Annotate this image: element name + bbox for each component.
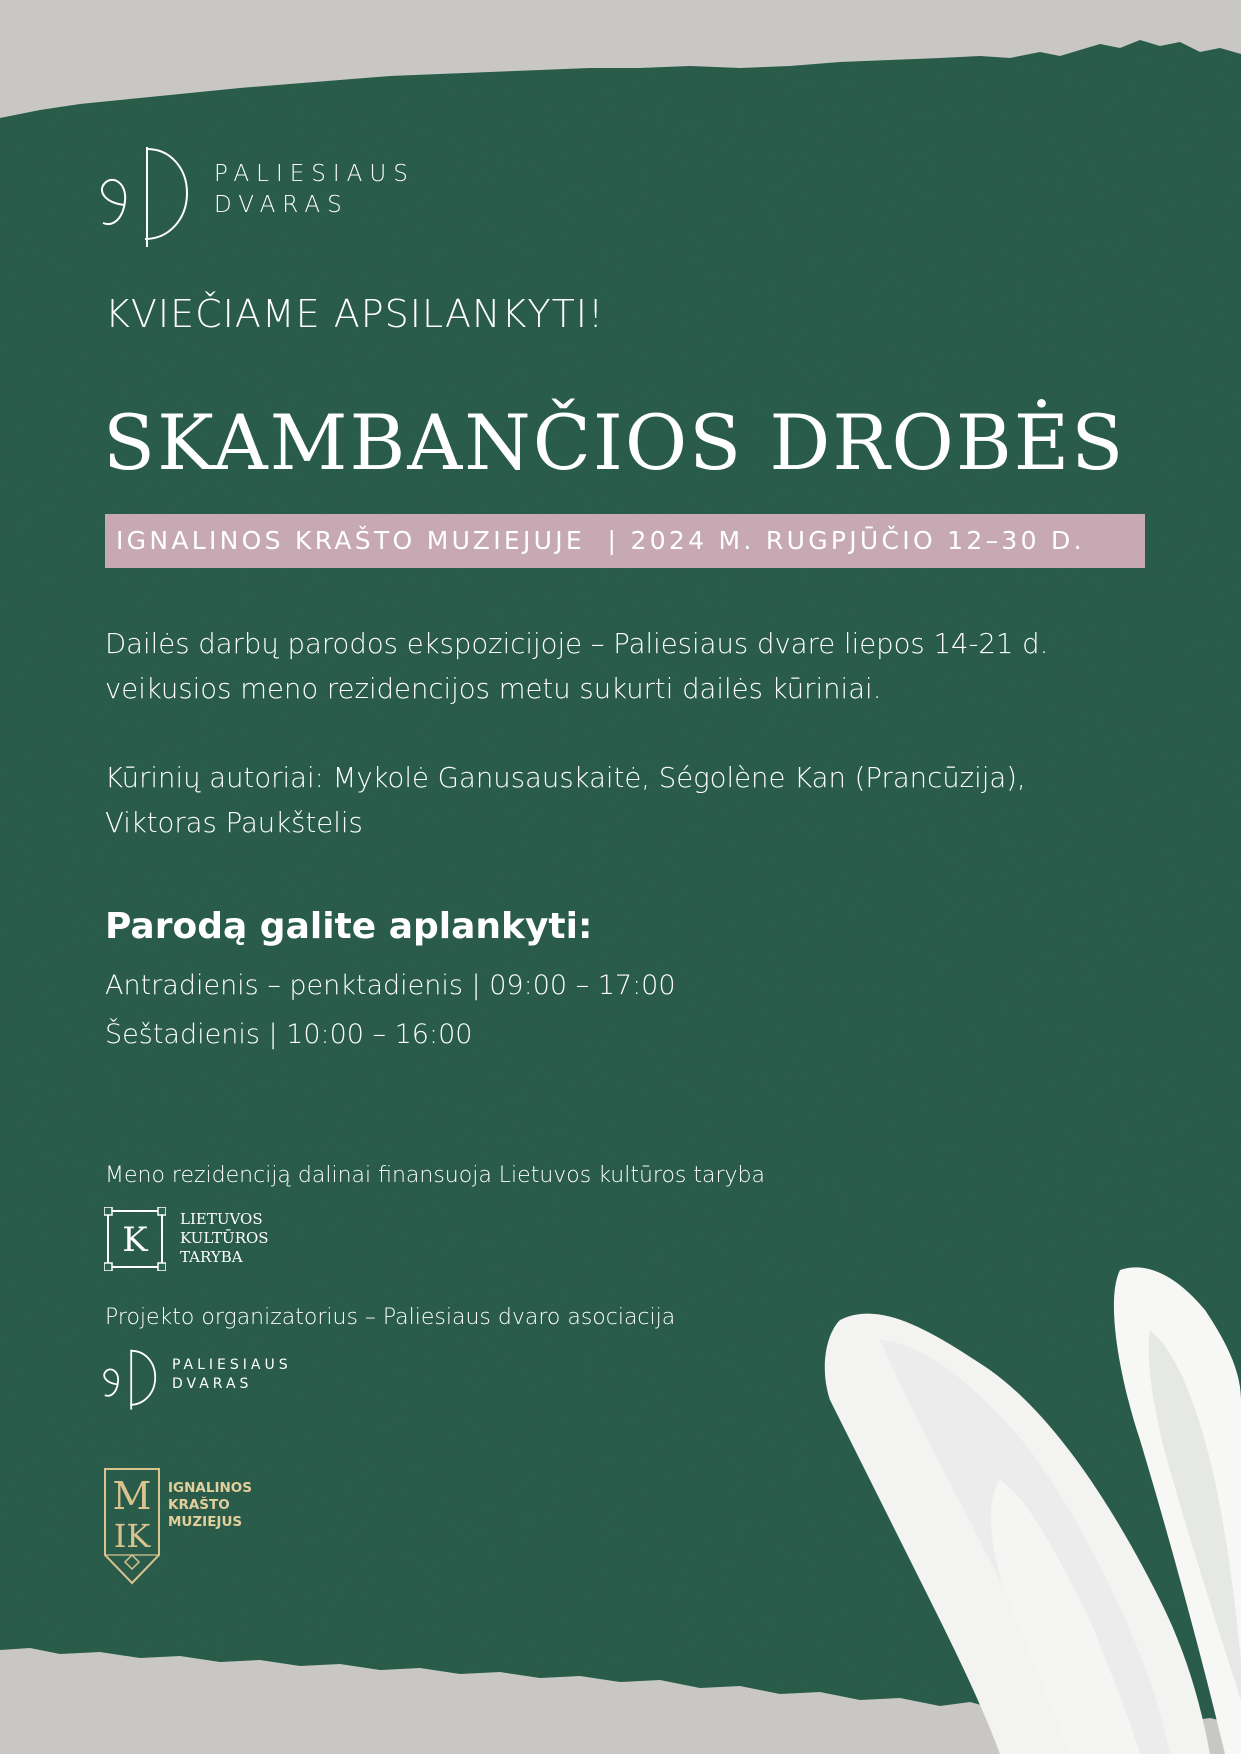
footer-logo-text bbox=[172, 1356, 292, 1394]
description-line1: Dailės darbų parodos ekspozicijoje – Paliesiaus dvare liepos 14-21 d. bbox=[105, 628, 1049, 660]
museum-logo-text bbox=[168, 1480, 252, 1531]
footer-logo-line1: PALIESIAUS bbox=[172, 1357, 292, 1373]
header-logo-line2: DVARAS bbox=[214, 192, 349, 218]
exhibition-title: SKAMBANČIOS DROBĖS bbox=[103, 398, 1126, 487]
museum-logo-line3: MUZIEJUS bbox=[168, 1514, 243, 1530]
venue-date-text: IGNALINOS KRAŠTO MUZIEJUJE | 2024 M. RUGPJŪČIO 12–30 D. bbox=[116, 526, 1085, 555]
invite-heading: KVIEČIAME APSILANKYTI! bbox=[105, 292, 605, 336]
lkt-logo-line1: LIETUVOS bbox=[180, 1210, 263, 1228]
lkt-logo-letter: K bbox=[122, 1220, 148, 1260]
footer-logo-line2: DVARAS bbox=[172, 1376, 253, 1392]
authors-line1: Kūrinių autoriai: Mykolė Ganusauskaitė, Ségolène Kan (Prancūzija), bbox=[105, 762, 1026, 794]
hours-saturday: Šeštadienis | 10:00 – 16:00 bbox=[105, 1019, 473, 1050]
description-line2: veikusios meno rezidencijos metu sukurti dailės kūriniai. bbox=[105, 673, 882, 705]
authors bbox=[105, 756, 1026, 846]
museum-logo-line2: KRAŠTO bbox=[168, 1497, 230, 1513]
museum-logo-letter-m: M bbox=[112, 1474, 152, 1518]
header-logo-text bbox=[214, 159, 415, 221]
header-logo-line1: PALIESIAUS bbox=[214, 161, 415, 187]
museum-logo-letters-ik: IK bbox=[113, 1517, 151, 1555]
authors-line2: Viktoras Paukštelis bbox=[105, 807, 363, 839]
lkt-logo-text bbox=[180, 1210, 269, 1267]
paliesiaus-dvaras-logo-mark bbox=[95, 143, 195, 249]
hours-weekdays: Antradienis – penktadienis | 09:00 – 17:00 bbox=[105, 970, 676, 1001]
lkt-logo-mark bbox=[104, 1207, 166, 1271]
visit-heading: Parodą galite aplankyti: bbox=[105, 906, 593, 947]
lkt-logo-line2: KULTŪROS bbox=[180, 1229, 269, 1247]
museum-logo-mark bbox=[103, 1467, 161, 1587]
description bbox=[105, 622, 1048, 712]
footer-paliesiaus-logo-mark bbox=[100, 1347, 160, 1411]
lkt-logo-line3: TARYBA bbox=[180, 1248, 243, 1266]
museum-logo-line1: IGNALINOS bbox=[168, 1480, 252, 1496]
funding-note: Meno rezidenciją dalinai finansuoja Lietuvos kultūros taryba bbox=[105, 1163, 765, 1188]
organizer-note: Projekto organizatorius – Paliesiaus dvaro asociacija bbox=[105, 1305, 676, 1330]
